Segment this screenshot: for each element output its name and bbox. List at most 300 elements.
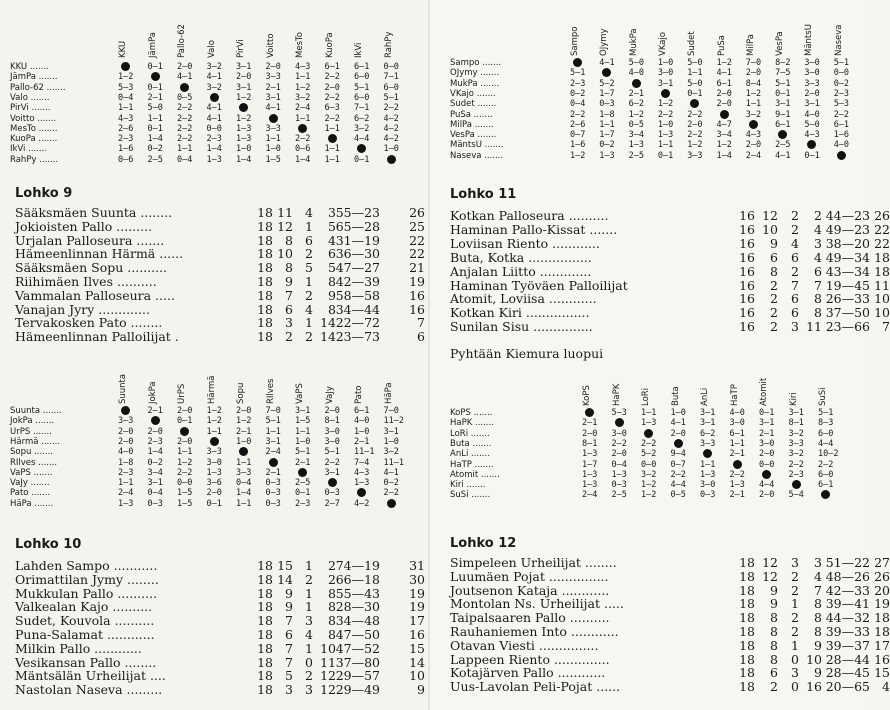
standings-value: 2: [791, 221, 799, 237]
grid-cell: 3—1: [324, 467, 340, 478]
standings-value: 8: [328, 274, 336, 289]
grid-cell: 0—4: [236, 478, 252, 489]
section-title: Lohko 9: [15, 186, 73, 201]
diagonal-dot: [328, 134, 337, 143]
grid-cell: 2—0: [206, 488, 222, 499]
grid-header: Buta: [670, 386, 681, 406]
grid-cell: 6—0: [354, 92, 370, 103]
standings-row: [15, 289, 425, 303]
grid-cell: 3—3: [265, 123, 281, 134]
grid-cell: 2—1: [354, 436, 370, 447]
standings-value: 7: [814, 277, 822, 293]
grid-row-label: Atomit .......: [450, 469, 500, 480]
grid-header: PuSa: [716, 35, 727, 56]
grid-cell: 1—3: [729, 480, 745, 491]
grid-cell: 0—4: [570, 99, 586, 110]
grid-cell: 0—4: [118, 92, 134, 103]
grid-cell: 0—2: [599, 140, 615, 151]
standings-value: 2: [305, 668, 313, 684]
standings-value: 28—45: [825, 665, 870, 681]
grid-cell: 2—2: [177, 113, 193, 124]
grid-cell: 10—2: [818, 449, 839, 460]
grid-cell: 1—5: [177, 498, 193, 509]
grid-cell: 5—1: [775, 78, 791, 89]
grid-row-label: VesPa .......: [450, 130, 497, 141]
grid-cell: 1—4: [147, 447, 163, 458]
grid-cell: 6—1: [716, 78, 732, 89]
diagonal-dot: [674, 439, 683, 448]
grid-row-label: VaPS .......: [10, 467, 53, 478]
standings-value: 16: [874, 651, 890, 667]
grid-cell: 1—3: [582, 469, 598, 480]
grid-header: Naseva: [833, 24, 844, 56]
grid-cell: 3—1: [147, 478, 163, 489]
standings-value: 39—41: [825, 596, 870, 612]
grid-cell: 2—0: [745, 140, 762, 151]
standings-value: 17: [409, 613, 425, 629]
grid-cell: 2—2: [641, 438, 657, 449]
grid-cell: 3—1: [700, 408, 716, 418]
standings-value: 18: [874, 263, 890, 279]
standings-value: 8: [814, 291, 822, 307]
grid-cell: 2—0: [611, 449, 627, 460]
grid-row-label: Sopu .......: [10, 447, 53, 458]
standings-value: 0: [791, 651, 799, 667]
grid-header: Pallo-62: [177, 24, 187, 58]
grid-cell: 2—3: [788, 469, 804, 480]
team-name: Jokioisten Pallo .........: [15, 218, 153, 234]
grid-row-label: PirVi .......: [10, 103, 51, 114]
standings-value: 38—20: [825, 235, 870, 251]
team-name: Lappeen Riento ..............: [450, 651, 610, 667]
grid-cell: 3—3: [118, 416, 134, 427]
grid-header: LoRi: [641, 387, 651, 406]
grid-cell: 1—1: [265, 134, 281, 145]
standings-row: [15, 220, 425, 234]
grid-cell: 9—1: [775, 109, 791, 120]
grid-cell: 2—2: [324, 457, 340, 468]
grid-cell: 1—3: [582, 480, 598, 491]
grid-header: Suunta: [118, 373, 128, 404]
standings-value: 11: [874, 277, 890, 293]
standings-value: 12: [762, 568, 778, 584]
diagonal-dot: [298, 468, 307, 477]
grid-cell: 1—1: [118, 478, 134, 489]
grid-cell: 1—1: [295, 113, 311, 124]
standings-row: [450, 208, 890, 223]
standings-value: 39—33: [825, 624, 870, 639]
standings-value: 4: [814, 568, 822, 584]
standings-value: 7: [417, 315, 425, 331]
diagonal-dot: [180, 83, 189, 92]
standings-value: 15: [409, 640, 425, 656]
standings-value: 18: [257, 274, 273, 289]
grid-cell: 4—1: [177, 72, 193, 83]
grid-cell: 0—0: [383, 62, 399, 72]
grid-cell: 3—1: [804, 99, 820, 110]
team-name: Orimattilan Jymy ........: [15, 571, 159, 587]
grid-cell: 8—4: [745, 78, 762, 89]
standings-row: [15, 683, 425, 697]
standings-value: 3: [285, 682, 293, 698]
grid-cell: 0—0: [759, 459, 775, 470]
standings-value: 18: [257, 232, 273, 248]
standings-value: 14: [320, 315, 336, 331]
standings-value: 8: [285, 260, 293, 276]
standings-value: 8: [328, 613, 336, 629]
standings-value: 6: [328, 246, 336, 262]
standings-value: 4: [305, 301, 313, 317]
grid-header: OJymy: [599, 28, 610, 56]
grid-cell: 1—4: [236, 154, 252, 165]
grid-cell: 1—2: [206, 406, 222, 416]
grid-cell: 6—2: [700, 428, 716, 439]
grid-cell: 4—7: [716, 119, 732, 130]
grid-header: MäntsU: [804, 24, 815, 56]
grid-cell: 3—1: [383, 426, 399, 437]
grid-cell: 1—2: [236, 113, 252, 124]
grid-header: IkVi: [354, 42, 364, 58]
grid-cell: 1—2: [570, 150, 586, 161]
grid-cell: 6—2: [354, 113, 370, 124]
standings-value: 9: [814, 637, 822, 653]
grid-cell: 11—2: [383, 416, 404, 427]
standings-value: 18: [257, 260, 273, 276]
grid-cell: 4—1: [383, 467, 399, 478]
grid-cell: 0—2: [833, 78, 850, 89]
standings-value: 26: [874, 208, 890, 223]
standings-value: 18: [874, 610, 890, 626]
grid-cell: 2—6: [118, 123, 134, 134]
diagonal-dot: [644, 429, 653, 438]
diagonal-dot: [387, 155, 396, 164]
grid-cell: 1—1: [265, 426, 281, 437]
standings-value: 10: [277, 246, 293, 262]
grid-cell: 7—4: [354, 457, 370, 468]
grid-cell: 3—1: [236, 62, 252, 72]
grid-cell: 2—2: [788, 459, 804, 470]
grid-cell: 1—0: [383, 144, 399, 155]
standings-value: 19—45: [825, 277, 870, 293]
grid-cell: 1—1: [324, 144, 340, 155]
team-name: Loviisan Riento ............: [450, 235, 600, 251]
grid-cell: 3—0: [657, 68, 674, 79]
grid-header: VaJy: [324, 386, 335, 404]
team-name: Vammalan Palloseura .....: [15, 287, 175, 303]
grid-cell: 8—3: [818, 418, 834, 429]
grid-cell: 1—2: [206, 416, 222, 427]
standings-value: 5: [328, 218, 336, 234]
standings-value: 10: [806, 651, 822, 667]
standings-value: 3: [328, 205, 336, 220]
grid-cell: 1—1: [687, 68, 703, 79]
grid-cell: 1—0: [383, 436, 399, 447]
grid-header: Voitto: [265, 33, 276, 58]
standings-value: 23—66: [825, 319, 870, 335]
diagonal-dot: [357, 144, 366, 153]
diagonal-dot: [239, 103, 248, 112]
grid-header: MesTo: [295, 32, 305, 58]
standings-value: 37—50: [825, 305, 870, 321]
grid-cell: 0—6: [118, 154, 134, 165]
grid-cell: 7—0: [383, 406, 399, 416]
grid-cell: 3—2: [788, 428, 804, 439]
grid-cell: 6—1: [354, 62, 370, 72]
team-name: Joutsenon Kataja ............: [450, 582, 610, 598]
grid-cell: 5—0: [687, 78, 703, 89]
grid-cell: 4—1: [716, 68, 732, 79]
standings-value: 18: [739, 637, 755, 653]
grid-cell: 0—2: [147, 144, 163, 155]
grid-row-label: RIlves .......: [10, 457, 58, 468]
standings-value: 18: [257, 301, 273, 317]
team-name: Hämeenlinnan Palloilijat .: [15, 329, 179, 345]
diagonal-dot: [239, 447, 248, 456]
grid-row-label: RahPy .......: [10, 154, 59, 165]
grid-cell: 5—0: [628, 58, 644, 68]
standings-value: 2: [770, 277, 778, 293]
grid-cell: 3—3: [236, 467, 252, 478]
grid-cell: 0—5: [177, 92, 193, 103]
standings-value: 0: [791, 679, 799, 695]
grid-cell: 4—0: [833, 140, 850, 151]
team-name: Simpeleen Urheilijat ........: [450, 555, 617, 570]
grid-cell: 2—2: [177, 123, 193, 134]
diagonal-dot: [121, 406, 130, 415]
standings-row: [450, 555, 890, 570]
grid-header: AnLi: [700, 387, 710, 406]
grid-cell: 1—1: [324, 154, 340, 165]
standings-value: 19: [409, 599, 425, 615]
grid-row-label: Sampo .......: [450, 58, 502, 68]
grid-row-label: Sudet .......: [450, 99, 497, 110]
grid-cell: 1—1: [118, 103, 134, 114]
standings-value: 22: [874, 221, 890, 237]
grid-cell: 1—0: [236, 144, 252, 155]
standings-value: 2: [791, 624, 799, 639]
diagonal-dot: [357, 488, 366, 497]
grid-cell: 1—3: [641, 418, 657, 429]
grid-cell: 4—2: [383, 134, 399, 145]
grid-cell: 1—0: [657, 58, 674, 68]
team-name: Otavan Viesti ...............: [450, 637, 599, 653]
grid-cell: 4—1: [206, 113, 222, 124]
grid-cell: 1—1: [657, 140, 674, 151]
standings-value: 39—37: [825, 637, 870, 653]
grid-cell: 2—3: [147, 436, 163, 447]
diagonal-dot: [269, 114, 278, 123]
grid-header: UrPS: [177, 383, 187, 404]
grid-cell: 1—3: [206, 154, 222, 165]
standings-value: 18: [257, 558, 273, 573]
standings-value: 4: [882, 679, 890, 695]
standings-row: [15, 206, 425, 220]
grid-cell: 5—3: [833, 99, 850, 110]
grid-cell: 1—1: [745, 99, 762, 110]
standings-value: 5: [285, 668, 293, 684]
standings-value: 15: [874, 665, 890, 681]
standings-row: [15, 642, 425, 656]
grid-row-label: MäntsU .......: [450, 140, 504, 151]
standings-row: [15, 628, 425, 642]
grid-row-label: VKajo .......: [450, 88, 496, 99]
standings-value: 11: [806, 319, 822, 335]
standings-value: 8: [770, 651, 778, 667]
grid-cell: 0—1: [354, 154, 370, 165]
grid-cell: 2—0: [670, 428, 686, 439]
grid-cell: 1—3: [206, 467, 222, 478]
grid-header: MilPa: [745, 33, 756, 56]
standings-value: 6: [285, 627, 293, 642]
grid-cell: 3—2: [206, 82, 222, 93]
grid-cell: 7—1: [383, 72, 399, 83]
grid-cell: 1—0: [657, 119, 674, 130]
grid-cell: 1—6: [118, 144, 134, 155]
grid-cell: 3—1: [657, 78, 674, 89]
standings-value: 8: [814, 305, 822, 321]
grid-cell: 3—2: [295, 92, 311, 103]
grid-cell: 2—2: [177, 103, 193, 114]
standings-value: 3: [791, 319, 799, 335]
diagonal-dot: [585, 408, 594, 417]
standings-value: 2: [791, 582, 799, 598]
standings-value: 5: [305, 260, 313, 276]
grid-cell: 3—2: [745, 109, 762, 120]
grid-header: Valo: [206, 40, 217, 58]
diagonal-dot: [269, 458, 278, 467]
grid-cell: 2—3: [833, 88, 850, 99]
grid-header: HaTP: [729, 384, 740, 406]
section-title: Lohko 10: [15, 537, 82, 552]
grid-cell: 2—3: [118, 467, 134, 478]
standings-value: 12: [320, 682, 336, 698]
standings-value: 2: [305, 246, 313, 262]
standings-value: 20—65: [825, 679, 870, 695]
grid-cell: 3—1: [265, 92, 281, 103]
grid-row-label: Pato .......: [10, 488, 51, 499]
grid-cell: 5—1: [383, 92, 399, 103]
grid-cell: 8—1: [788, 418, 804, 429]
grid-cell: 2—5: [147, 154, 163, 165]
grid-cell: 2—2: [177, 134, 193, 145]
diagonal-dot: [210, 437, 219, 446]
standings-value: 44—32: [825, 610, 870, 626]
grid-row-label: VaJy .......: [10, 478, 50, 489]
team-name: Rauhaniemen Into ............: [450, 624, 619, 639]
grid-cell: 1—8: [118, 457, 134, 468]
team-name: Vanajan Jyry .............: [15, 301, 150, 317]
grid-cell: 3—4: [716, 130, 732, 141]
grid-cell: 5—0: [804, 119, 820, 130]
standings-value: 9: [285, 585, 293, 601]
standings-value: 1: [791, 637, 799, 653]
grid-row-label: JämPa .......: [10, 72, 58, 83]
grid-cell: 6—0: [354, 72, 370, 83]
grid-cell: 4—0: [804, 109, 820, 120]
standings-value: 8: [328, 599, 336, 615]
standings-value: 6: [417, 329, 425, 345]
diagonal-dot: [602, 68, 611, 77]
grid-cell: 7—5: [775, 68, 791, 79]
standings-row: [450, 637, 890, 653]
standings-value: 9: [770, 596, 778, 612]
grid-row-label: KoPS .......: [450, 408, 493, 418]
standings-value: 10: [320, 640, 336, 656]
standings-value: 18: [874, 249, 890, 265]
team-name: Mukkulan Pallo ..........: [15, 585, 158, 601]
standings-value: 26: [874, 568, 890, 584]
grid-cell: 1—4: [295, 154, 311, 165]
grid-cell: 0—1: [206, 498, 222, 509]
grid-cell: 5—3: [118, 82, 134, 93]
standings-row: [450, 624, 890, 639]
grid-cell: 3—2: [206, 62, 222, 72]
grid-cell: 3—0: [206, 457, 222, 468]
grid-cell: 0—1: [687, 88, 703, 99]
grid-cell: 5—0: [147, 103, 163, 114]
standings-value: 17: [874, 637, 890, 653]
grid-cell: 3—3: [700, 438, 716, 449]
grid-cell: 11—1: [383, 457, 404, 468]
diagonal-dot: [151, 416, 160, 425]
grid-cell: 0—7: [570, 130, 586, 141]
standings-value: 8: [814, 624, 822, 639]
diagonal-dot: [690, 99, 699, 108]
team-name: Sunilan Sisu ...............: [450, 319, 593, 335]
grid-cell: 1—0: [354, 426, 370, 437]
grid-cell: 2—1: [582, 418, 598, 429]
standings-value: 19: [409, 585, 425, 601]
grid-cell: 4—3: [295, 62, 311, 72]
standings-value: 8: [770, 624, 778, 639]
grid-cell: 2—2: [570, 109, 586, 120]
diagonal-dot: [762, 470, 771, 479]
grid-cell: 6—2: [628, 99, 644, 110]
grid-cell: 5—0: [687, 58, 703, 68]
grid-cell: 2—2: [833, 109, 850, 120]
standings-value: 3: [791, 555, 799, 570]
grid-cell: 2—5: [611, 490, 627, 501]
standings-value: 18: [739, 624, 755, 639]
grid-cell: 4—4: [670, 480, 686, 491]
grid-cell: 2—2: [687, 130, 703, 141]
standings-value: 34—44: [335, 301, 380, 317]
standings-value: 22: [409, 246, 425, 262]
standings-value: 23—73: [335, 329, 380, 345]
grid-cell: 3—1: [759, 418, 775, 429]
grid-cell: 2—2: [611, 438, 627, 449]
standings-value: 4: [814, 249, 822, 265]
standings-value: 6: [770, 665, 778, 681]
grid-cell: 0—3: [147, 498, 163, 509]
standings-value: 14: [277, 571, 293, 587]
team-name: Buta, Kotka ................: [450, 249, 592, 265]
grid-cell: 2—4: [265, 447, 281, 458]
standings-value: 74—19: [335, 558, 380, 573]
grid-cell: 1—6: [570, 140, 586, 151]
grid-row-label: MukPa .......: [450, 78, 500, 89]
grid-cell: 7—1: [354, 103, 370, 114]
grid-cell: 3—0: [611, 428, 627, 439]
grid-cell: 2—7: [324, 498, 340, 509]
grid-cell: 5—2: [641, 449, 657, 460]
grid-cell: 8—1: [324, 416, 340, 427]
standings-value: 18: [257, 329, 273, 345]
grid-cell: 9—4: [670, 449, 686, 460]
team-name: Haminan Työväen Palloilijat: [450, 277, 628, 293]
grid-cell: 1—2: [657, 99, 674, 110]
grid-header: Sopu: [236, 382, 246, 404]
